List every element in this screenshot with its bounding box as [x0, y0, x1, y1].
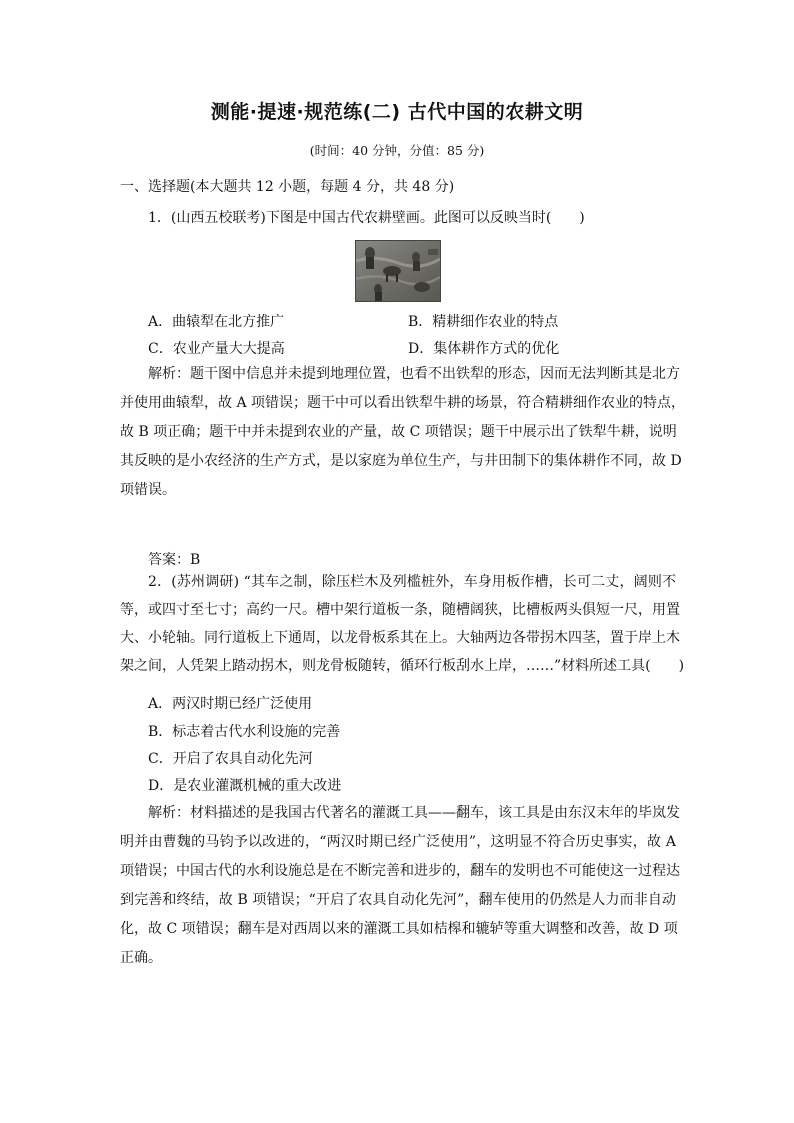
q1-analysis-line: 解析：题干图中信息并未提到地理位置，也看不出铁犁的形态，因而无法判断其是北方: [148, 366, 680, 382]
q1-option-d: D．集体耕作方式的优化: [408, 341, 560, 357]
section-heading: 一、选择题(本大题共 12 小题，每题 4 分，共 48 分): [120, 179, 455, 195]
q1-option-c: C．农业产量大大提高: [148, 341, 285, 357]
q2-analysis-line: 明并由曹魏的马钧予以改进的，“两汉时期已经广泛使用”，这明显不符合历史事实，故 A: [120, 834, 676, 850]
q2-analysis-line: 项错误；中国古代的水利设施总是在不断完善和进步的，翻车的发明也不可能使这一过程达: [120, 863, 680, 879]
q2-stem-line: 2．(苏州调研) “其车之制，除压栏木及列槛桩外，车身用板作槽，长可二丈，阔则不: [148, 574, 676, 590]
q1-analysis-line: 其反映的是小农经济的生产方式，是以家庭为单位生产，与井田制下的集体耕作不同，故 D: [120, 453, 682, 469]
q2-analysis: [120, 799, 680, 973]
q2-analysis-line: 正确。: [120, 950, 162, 966]
q2-option-a: A．两汉时期已经广泛使用: [148, 696, 313, 712]
mural-illustration-icon: [356, 241, 440, 301]
q2-option-d: D．是农业灌溉机械的重大改进: [148, 778, 342, 794]
q2-analysis-line: 化，故 C 项错误；翻车是对西周以来的灌溉工具如桔槔和辘轳等重大调整和改善，故 D 项: [120, 921, 678, 937]
q1-option-b: B．精耕细作农业的特点: [408, 314, 559, 330]
farming-mural-image: [355, 240, 441, 302]
q2-analysis-line: 解析：材料描述的是我国古代著名的灌溉工具——翻车，该工具是由东汉末年的毕岚发: [148, 805, 680, 821]
time-score-note: (时间：40 分钟，分值：85 分): [309, 143, 485, 158]
q1-analysis-line: 项错误。: [120, 482, 176, 498]
q2-stem: [120, 568, 685, 680]
q1-analysis-line: 并使用曲辕犁，故 A 项错误；题干中可以看出铁犁牛耕的场景，符合精耕细作农业的特点，: [120, 395, 686, 411]
q1-analysis-line: 故 B 项正确；题干中并未提到农业的产量，故 C 项错误；题干中展示出了铁犁牛耕，说明: [120, 424, 677, 440]
q2-option-b: B．标志着古代水利设施的完善: [148, 724, 341, 740]
q1-analysis: [120, 360, 686, 505]
q1-answer: 答案：B: [148, 552, 201, 568]
q2-stem-line: 大、小轮轴。同行道板上下通周，以龙骨板系其在上。大轴两边各带拐木四茎，置于岸上木: [120, 630, 680, 646]
page-title: 测能·提速·规范练(二) 古代中国的农耕文明: [210, 101, 584, 123]
q2-stem-line: 架之间，人凭架上踏动拐木，则龙骨板随转，循环行板刮水上岸，……”材料所述工具( ): [120, 658, 685, 674]
q1-stem: 1．(山西五校联考)下图是中国古代农耕壁画。此图可以反映当时( ): [148, 210, 585, 226]
q2-option-c: C．开启了农具自动化先河: [148, 751, 313, 767]
q2-stem-line: 等，或四寸至七寸；高约一尺。槽中架行道板一条，随槽阔狭，比槽板两头俱短一尺，用置: [120, 602, 680, 618]
q1-option-a: A．曲辕犁在北方推广: [148, 314, 285, 330]
q2-analysis-line: 到完善和终结，故 B 项错误；“开启了农具自动化先河”，翻车使用的仍然是人力而非自动: [120, 892, 676, 908]
